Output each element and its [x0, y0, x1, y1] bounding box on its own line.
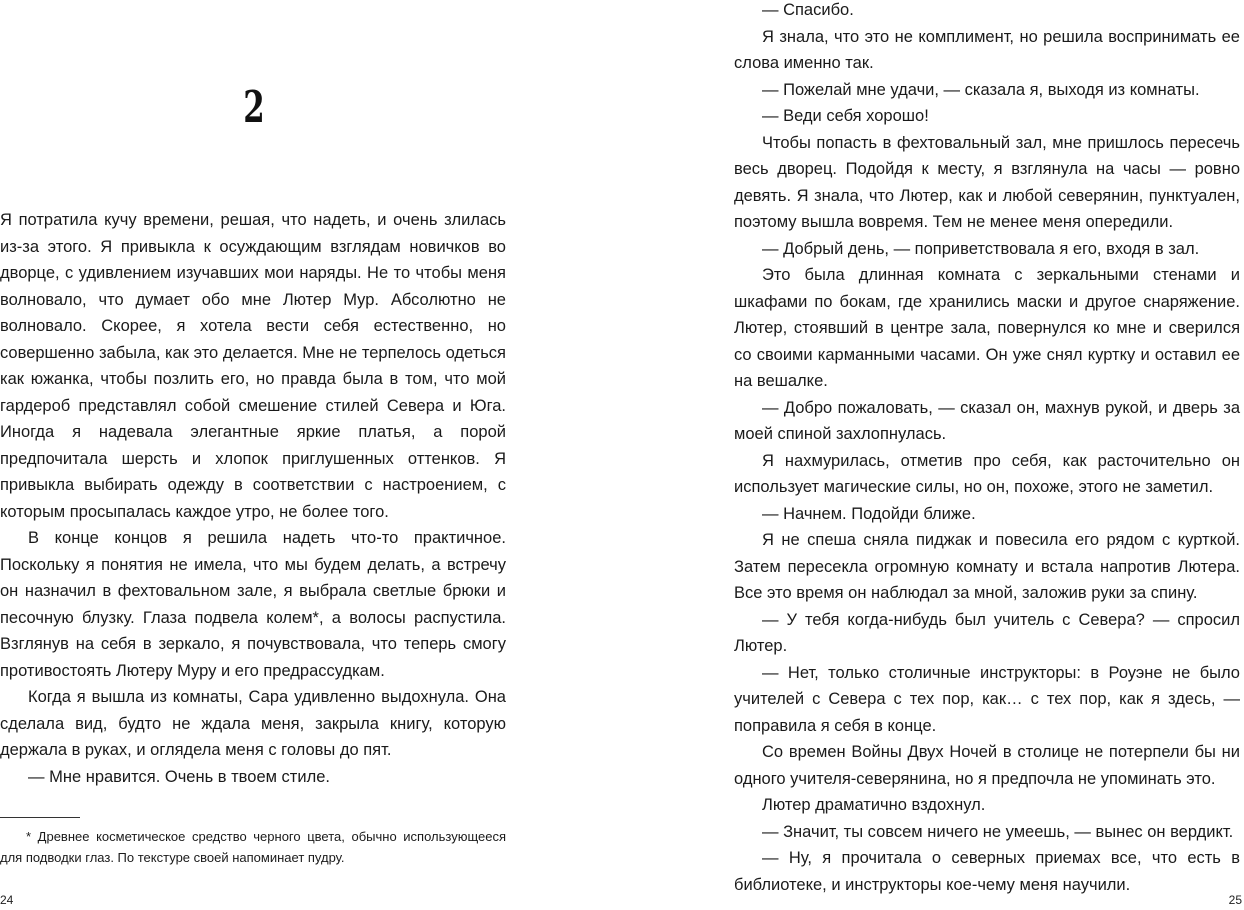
left-body-text [0, 207, 506, 790]
paragraph: Я не спеша сняла пиджак и повесила его рядом с курткой. Затем пересекла огромную комнату и встала напротив Лютера. Все это время он наблюдал за мной, заложив руки за спину. [734, 531, 1240, 602]
footnote: * Древнее косметическое средство черного цвета, обычно использующееся для подводки глаз. По текстуре своей напоминает пудру. [0, 829, 506, 865]
paragraph: В конце концов я решила надеть что-то практичное. Поскольку я понятия не имела, что мы будем делать, а встречу он назначил в фехтовальном зале, я выбрала светлые брюки и песочную блузку. Глаза подвела колем*, а волосы распустила. Взглянув на себя в зеркало, я почувствовала, что теперь смогу противостоять Лютеру Муру и его предрассудкам. [0, 529, 506, 680]
footnote-divider [0, 817, 80, 818]
paragraph: Когда я вышла из комнаты, Сара удивленно выдохнула. Она сделала вид, будто не ждала меня, закрыла книгу, которую держала в руках, и оглядела меня с головы до пят. [0, 688, 506, 759]
left-page [0, 0, 520, 910]
chapter-number: 2 [243, 82, 265, 133]
paragraph: — Веди себя хорошо! [762, 107, 929, 125]
paragraph: Я нахмурилась, отметив про себя, как расточительно он использует магические силы, но он, похоже, этого не заметил. [734, 451, 1240, 496]
paragraph: Я знала, что это не комплимент, но решила воспринимать ее слова именно так. [734, 27, 1240, 72]
paragraph: — Добро пожаловать, — сказал он, махнув рукой, и дверь за моей спиной захлопнулась. [734, 398, 1240, 443]
paragraph: Со времен Войны Двух Ночей в столице не потерпели бы ни одного учителя-северянина, но я предпочла не упоминать это. [734, 743, 1240, 788]
paragraph: Чтобы попасть в фехтовальный зал, мне пришлось пересечь весь дворец. Подойдя к месту, я взглянула на часы — ровно девять. Я знала, что Лютер, как и любой северянин, пунктуален, поэтому вышла вовремя. Тем не менее меня опередили. [734, 133, 1240, 231]
paragraph: Лютер драматично вздохнул. [762, 796, 986, 814]
right-page [726, 0, 1244, 910]
right-body-text [734, 0, 1240, 898]
paragraph: Я потратила кучу времени, решая, что надеть, и очень злилась из-за этого. Я привыкла к осуждающим взглядам новичков во дворце, с удивлением изучавших мои наряды. Не то чтобы меня волновало, что думает обо мне Лютер Мур. Абсолютно не волновало. Скорее, я хотела вести себя естественно, но совершенно забыла, как это делается. Мне не терпелось одеться как южанка, чтобы позлить его, но правда была в том, что мой гардероб представлял собой смешение стилей Севера и Юга. Иногда я надевала элегантные яркие платья, а порой предпочитала шерсть и хлопок приглушенных оттенков. Я привыкла выбирать одежду в соответствии с настроением, с которым просыпалась каждое утро, не более того. [0, 211, 506, 521]
paragraph: — Спасибо. [762, 1, 854, 19]
paragraph: — У тебя когда-нибудь был учитель с Севера? — спросил Лютер. [734, 610, 1240, 655]
paragraph: Это была длинная комната с зеркальными стенами и шкафами по бокам, где хранились маски и другое снаряжение. Лютер, стоявший в центре зала, повернулся ко мне и сверился со своими карманными часами. Он уже снял куртку и оставил ее на вешалке. [734, 266, 1240, 390]
paragraph: — Добрый день, — поприветствовала я его, входя в зал. [762, 239, 1200, 258]
page-number-left: 24 [0, 893, 14, 907]
paragraph: — Нет, только столичные инструкторы: в Роуэне не было учителей с Севера с тех пор, как… с тех пор, как я здесь, — поправила я себя в конце. [734, 663, 1240, 735]
page-number-right: 25 [1228, 893, 1242, 907]
paragraph: — Начнем. Подойди ближе. [762, 504, 976, 523]
paragraph: — Значит, ты совсем ничего не умеешь, — вынес он вердикт. [762, 822, 1234, 841]
paragraph: — Пожелай мне удачи, — сказала я, выходя из комнаты. [762, 80, 1200, 99]
paragraph: — Мне нравится. Очень в твоем стиле. [28, 767, 330, 786]
paragraph: — Ну, я прочитала о северных приемах все, что есть в библиотеке, и инструкторы кое-чему меня научили. [734, 849, 1240, 894]
